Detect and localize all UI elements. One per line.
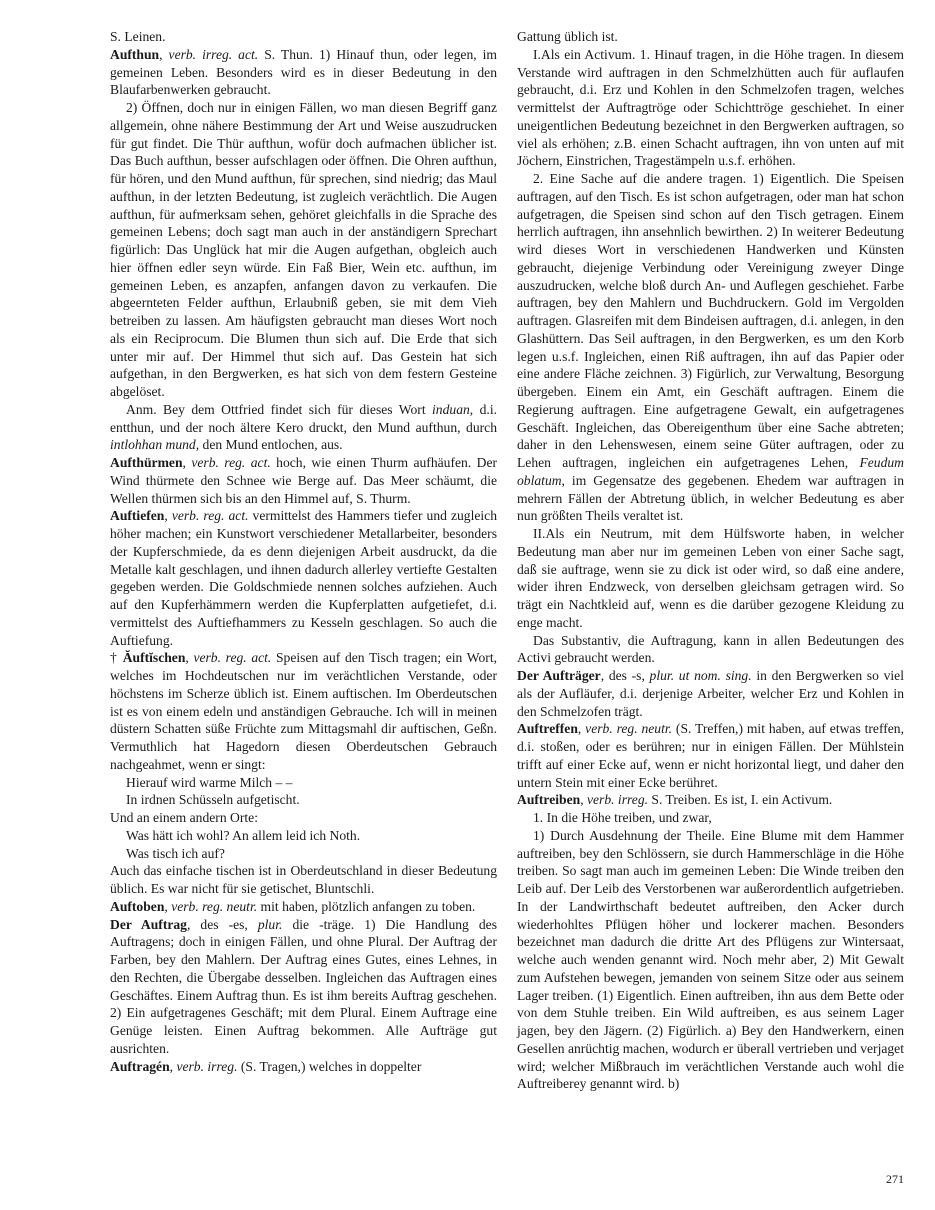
grammar-note: plur. xyxy=(257,916,283,932)
dictionary-paragraph xyxy=(517,791,904,809)
headword: Aufthun xyxy=(110,46,160,62)
entry-text: , xyxy=(164,508,172,524)
dictionary-paragraph xyxy=(517,28,904,46)
dictionary-paragraph xyxy=(110,916,497,1058)
entry-text: I.Als ein Activum. 1. Hinauf tragen, in die Höhe tragen. In diesem Verstande wird auftragen in den Schmelzhütten auch für auflaufen gebraucht, d.i. Erz und Kohlen in den Schmelzofen tragen, welches vermittelst der Auftragtröge oder Schichttröge geschiehet. In einer uneigentlichen Bedeutung bezeichnet in den Bergwerken auftragen, so viel als erhöhen; z.B. einen Schacht auftragen, ihn von unten auf mit Jöchern, Einstrichen, Tragestämpeln u.s.f. erhöhen. xyxy=(517,46,904,169)
entry-text: , xyxy=(169,1058,177,1074)
entry-text: 1. In die Höhe treiben, und zwar, xyxy=(533,810,712,825)
dictionary-paragraph xyxy=(517,827,904,1093)
entry-text: den Mund entlochen, aus. xyxy=(199,437,343,453)
dictionary-paragraph xyxy=(110,862,497,898)
verse-line xyxy=(110,827,497,845)
entry-text: die -träge. 1) Die Handlung des Auftragens; doch in einigen Fällen, und ohne Plural. Der Auftrag der Farben, bey den Mahlern. Der Auftrag eines Gutes, eines Lehnes, in den Rechten, die Übergabe desselben. Ingleichen das Auftragen eines Geschäftes. Einem Auftrag thun. Es ist ihm bereits Auftrag geschehen. 2) Ein aufgetragenes Geschäft; mit dem Plural. Einem Auftrage eine Genüge leisten. Einen Auftrag bekommen. Alle Aufträge gut ausrichten. xyxy=(110,916,497,1056)
entry-text: Auch das einfache tischen ist in Oberdeutschland in dieser Bedeutung üblich. Es war nicht für sie getischet, Bluntschli. xyxy=(110,863,497,896)
entry-text: S. Leinen. xyxy=(110,29,166,44)
headword: Auftiefen xyxy=(110,508,165,524)
entry-text: 2. Eine Sache auf die andere tragen. 1) Eigentlich. Die Speisen auftragen, auf den Tisch. Es ist schon aufgetragen, oder man hat schon aufgetragen, die Speisen sind schon auf den Tisch getragen. Einem herrlich auftragen, ihn ansehnlich bewirthen. 2) In weiterer Bedeutung wird dieses Wort in verschiedenen Handwerken und Künsten gebraucht, diejenige Verbindung oder Vereinigung zweyer Dinge auszudrucken, welche bloß durch An- und Auflegen geschiehet. Farbe auftragen, bey den Mahlern und Buchdruckern. Gold im Vergolden auftragen. Glasreifen mit dem Bindeisen auftragen, d.i. anlegen, in den Glashüttern. Das Seil auftragen, in den Bergwerken, es um den Korb legen u.s.f. Ingleichen, einen Riß auftragen, ihn auf das Papier oder eine andere Fläche zeichnen. 3) Figürlich, zur Verwaltung, Besorgung übergeben. Einem ein Amt, ein Geschäft auftragen. Einem die Regierung auftragen. Eine aufgetragene Gewalt, ein aufgetragenes Geschäft. Ingleichen, das Obereigenthum über eine Sache abtreten; daher in den Lehenswesen, einem seine Güter auftragen, oder zu Lehen auftragen, ingleichen ein aufgetragenes Lehen, xyxy=(517,171,904,470)
entry-text: Das Substantiv, die Auftragung, kann in allen Bedeutungen des Activi gebraucht werden. xyxy=(517,632,904,666)
headword: Auftreiben xyxy=(517,792,581,808)
entry-text: , des -s, xyxy=(600,668,650,683)
entry-text: † xyxy=(110,650,123,666)
dictionary-paragraph xyxy=(517,632,904,668)
entry-text: II.Als ein Neutrum, mit dem Hülfsworte haben, in welcher Bedeutung man aber nur im gemeinen Leben von einer Sache sagt, daß sie auftrage, wenn sie zu dick ist oder wird, so daß eine andere, wider ihren Endzweck, von derselben gleichsam getragen wird. So trägt ein Nachtkleid auf, wenn es die darüber gezogene Kleidung zu enge macht. xyxy=(517,526,904,630)
dictionary-paragraph xyxy=(517,809,904,827)
left-column xyxy=(110,28,497,1075)
entry-text: , des -es, xyxy=(186,916,258,932)
dictionary-paragraph xyxy=(110,898,497,916)
entry-text: 2) Öffnen, doch nur in einigen Fällen, wo man diesen Begriff ganz allgemein, ohne nähere Bestimmung der Art und Weise auszudrucken für gut findet. Die Thür aufthun, wofür doch aufmachen üblicher ist. Das Buch aufthun, besser aufschlagen oder öffnen. Die Ohren aufthun, für hören, und den Mund aufthun, für sprechen, sind niedrig; das Maul aufthun, in der letzten Bedeutung, ist zugleich verächtlich. Die Augen aufthun, für aufmerksam sehen, gehöret gleichfalls in die Sprache des gemeinen Lebens; doch sagt man auch in der anständigern Sprechart figürlich: Das Unglück hat mir die Augen aufgethan, obgleich auch hier öffnen edler seyn würde. Ein Faß Bier, Wein etc. aufthun, im gemeinen Leben, es anzapfen, anfangen davon zu verkaufen. Die abgeernteten Felder aufthun, Erlaubniß geben, sie mit dem Vieh betreiben zu lassen. Am häufigsten gebraucht man dieses Wort noch als ein Reciprocum. Die Blumen thun sich auf. Die Erde that sich unter mir auf. Der Himmel thut sich auf. Das Gestein hat sich aufgethan, in den Bergwerken, es hat sich von dem festern Gesteine abgelöset. xyxy=(110,100,497,399)
verse-line xyxy=(110,845,497,863)
dictionary-paragraph xyxy=(517,525,904,632)
entry-text: vermittelst des Hammers tiefer und zugleich höher machen; ein Kunstwort verschiedener Metallarbeiter, besonders der Kupferschmiede, da es denn diejenigen Arbeit ausdruckt, da die Metalle kalt geschlagen, und ihnen dadurch allerley vertiefte Gestalten gegeben werden. Die Goldschmiede nennen solches aufziehen. Auch auf den Kupferhämmern werden die Kupferplatten aufgetiefet, d.i. vermittelst des Auftiefhammers zu Kesseln geschlagen. So auch die Auftiefung. xyxy=(110,508,498,648)
dictionary-paragraph xyxy=(517,667,904,720)
dictionary-paragraph xyxy=(517,720,904,791)
grammar-note: verb. reg. act. xyxy=(193,650,272,666)
entry-text: in den Bergwerken so viel als der Aufläufer, d.i. derjenige Arbeiter, welcher Erz und Kohlen in den Schmelzofen trägt. xyxy=(517,668,904,719)
entry-text: , xyxy=(577,721,586,737)
headword: Auftragén xyxy=(110,1058,170,1074)
entry-text: , xyxy=(185,650,194,666)
entry-text: 1) Durch Ausdehnung der Theile. Eine Blume mit dem Hammer auftreiben, bey den Schlössern, sie durch Hammerschläge in die Höhe treiben. So sagt man auch im gemeinen Leben: Die Winde treiben den Leib auf. Der Leib des Verstorbenen war außerordentlich aufgetrieben. In der Landwirthschaft bedeutet auftreiben, den Acker durch wiederhohltes Pflügen höher und lockerer machen. Besonders bezeichnet man dadurch die dritte Art des Pflügens zur Wintersaat, welche auch wenden genannt wird. Noch mehr aber, 2) Mit Gewalt zum Aufstehen bewegen, jemanden von seinem Sitze oder aus seinem Lager treiben. (1) Eigentlich. Einen auftreiben, ihn aus dem Bette oder von dem Stuhle treiben. Ein Wild auftreiben, es aus seinem Lager jagen, bey den Jägern. (2) Figürlich. a) Bey den Handwerkern, einen Gesellen anrüchtig machen, wodurch er überall vertrieben und verjaget wird; welcher Mißbrauch im verächtlichen Verstande auch wohl die Auftreiberey genannt wird. b) xyxy=(517,827,904,1092)
verse-line xyxy=(110,774,497,792)
entry-text: Anm. Bey dem Ottfried findet sich für dieses Wort xyxy=(126,401,433,417)
headword: Ăuftĭschen xyxy=(122,650,186,666)
right-column xyxy=(517,28,904,1093)
grammar-note: verb. irreg. xyxy=(176,1058,238,1074)
headword: Der Aufträger xyxy=(517,668,601,683)
headword: Auftoben xyxy=(110,898,165,914)
entry-text: S. Thun. 1) Hinauf thun, oder legen, im gemeinen Leben. Besonders wird es in dieser Bedeutung in den Blaufarbenwerken gebraucht. xyxy=(110,46,497,98)
entry-text: Und an einem andern Orte: xyxy=(110,810,258,825)
dictionary-paragraph xyxy=(517,170,904,525)
entry-text: Was hätt ich wohl? An allem leid ich Noth. xyxy=(126,827,361,843)
grammar-note: intlohhan mund, xyxy=(110,437,200,453)
dictionary-paragraph xyxy=(110,401,497,454)
dictionary-paragraph xyxy=(110,99,497,401)
entry-text: im Gegensatze des gegebenen. Ehedem war auftragen in mehrern Fällen der Abtretung üblich, in welcher Bedeutung es aber nun größten Theils veraltet ist. xyxy=(517,472,904,524)
entry-text: Was tisch ich auf? xyxy=(126,845,225,861)
entry-text: Gattung üblich ist. xyxy=(517,29,618,44)
grammar-note: verb. irreg. xyxy=(586,792,649,808)
entry-text: Hierauf wird warme Milch – – xyxy=(126,774,293,790)
dictionary-paragraph xyxy=(110,809,497,827)
entry-text: , xyxy=(164,898,172,914)
grammar-note: induan, xyxy=(432,401,474,417)
entry-text: , xyxy=(580,792,587,808)
dictionary-paragraph xyxy=(110,28,497,46)
dictionary-paragraph xyxy=(517,46,904,170)
entry-text: , xyxy=(159,46,169,62)
dictionary-paragraph xyxy=(110,454,497,507)
dictionary-paragraph xyxy=(110,507,497,649)
grammar-note: verb. irreg. act. xyxy=(168,46,259,62)
entry-text: In irdnen Schüsseln aufgetischt. xyxy=(126,792,300,808)
dictionary-paragraph xyxy=(110,46,497,99)
headword: Aufthürmen xyxy=(110,455,183,470)
entry-text: S. Treiben. Es ist, I. ein Activum. xyxy=(648,792,833,808)
grammar-note: verb. reg. neutr. xyxy=(171,898,258,914)
entry-text: , xyxy=(182,455,192,470)
entry-text: (S. Tragen,) welches in doppelter xyxy=(237,1058,422,1074)
grammar-note: verb. reg. act. xyxy=(171,508,249,524)
grammar-note: plur. ut nom. sing. xyxy=(649,668,752,683)
entry-text: mit haben, plötzlich anfangen zu toben. xyxy=(257,898,476,914)
entry-text: d.i. entthun, und der noch ältere Kero druckt, den Mund aufthun, durch xyxy=(110,401,497,435)
verse-line xyxy=(110,791,497,809)
headword: Der Auftrag xyxy=(110,916,187,932)
grammar-note: verb. reg. neutr. xyxy=(585,721,673,737)
dictionary-paragraph xyxy=(110,1058,497,1076)
headword: Auftreffen xyxy=(517,721,578,737)
entry-text: (S. Treffen,) mit haben, auf etwas treffen, d.i. stoßen, oder es berühren; nur in einigen Fällen. Der Mühlstein trifft auf einer Ecke auf, wenn er nicht horizontal liegt, und daher den untern Stein mit einer Ecke berühret. xyxy=(517,721,904,790)
entry-text: hoch, wie einen Thurm aufhäufen. Der Wind thürmete den Schnee wie Berge auf. Das Meer schäumt, die Wellen thürmen sich bis an den Himmel auf, S. Thurm. xyxy=(110,455,498,506)
entry-text: Speisen auf den Tisch tragen; ein Wort, welches im Hochdeutschen nur im verächtlichen Verstande, oder höchstens im Scherze üblich ist. Einem auftischen. Im Oberdeutschen ist es von einem edeln und anständigen Gebrauche. Ich will in meinen düstern Schatten süße Früchte zum Mittagsmahl dir auftischen, Geßn. Vermuthlich hat Hagedorn diesen Oberdeutschen Gebrauch nachgeahmet, wenn er singt: xyxy=(110,650,498,772)
dictionary-paragraph xyxy=(110,649,497,773)
page-number: 271 xyxy=(886,1172,904,1186)
grammar-note: Feudum oblatum, xyxy=(517,455,904,488)
grammar-note: verb. reg. act. xyxy=(191,455,271,470)
